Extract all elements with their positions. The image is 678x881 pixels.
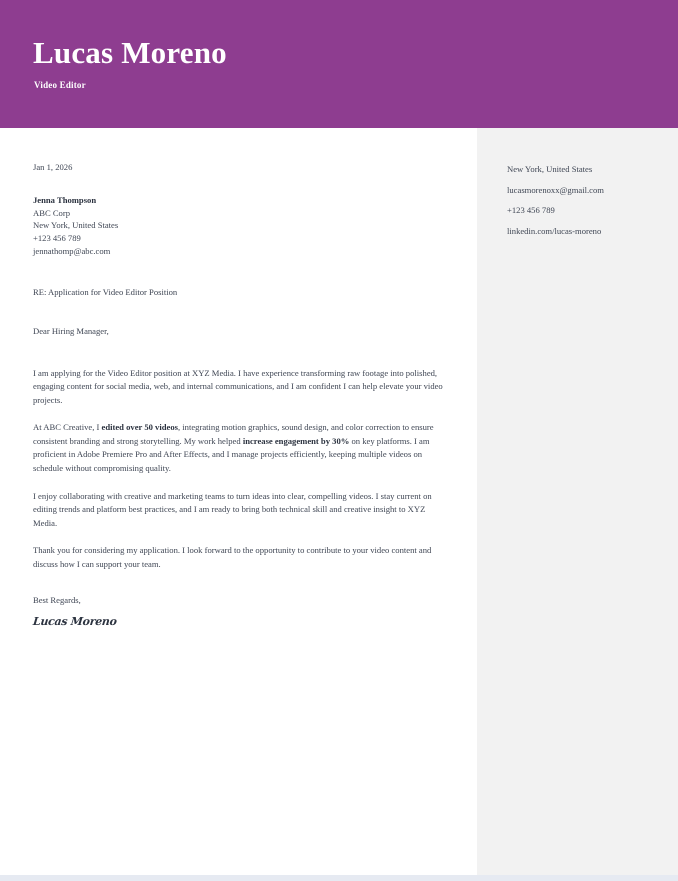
- recipient-company: ABC Corp: [33, 207, 71, 218]
- sidebar-column: [477, 128, 678, 875]
- paragraph-experience: [33, 421, 443, 475]
- recipient-location: New York, United States: [33, 220, 119, 231]
- contact-list: [507, 164, 672, 246]
- document-body: [0, 128, 678, 875]
- applicant-job-title: Video Editor: [34, 80, 86, 90]
- body-text: on key platforms. I am proficient in Adobe Premiere Pro and After Effects, and I manage projects efficiently, keeping multiple videos on schedule without compromising quality.: [33, 435, 430, 474]
- recipient-phone: +123 456 789: [33, 233, 81, 244]
- emphasis-text: edited over 50 videos: [101, 422, 178, 433]
- paragraph-closing-thanks: [33, 544, 443, 571]
- contact-phone: +123 456 789: [507, 205, 555, 216]
- paragraph-collaboration: [33, 490, 443, 531]
- applicant-name: Lucas Moreno: [33, 35, 227, 70]
- body-text: Thank you for considering my application. I look forward to the opportunity to contribute to your video content and discuss how I can support your team.: [33, 545, 432, 569]
- letter-salutation: Dear Hiring Manager,: [33, 325, 109, 336]
- contact-email[interactable]: lucasmorenoxx@gmail.com: [507, 184, 604, 195]
- contact-location: New York, United States: [507, 164, 593, 174]
- recipient-email: jennathomp@abc.com: [33, 245, 111, 256]
- emphasis-text: increase engagement by 30%: [242, 435, 350, 446]
- recipient-block: [33, 194, 443, 258]
- body-text: I am applying for the Video Editor position at XYZ Media. I have experience transforming raw footage into polished, engaging content for social media, web, and internal communications, and I am confident I can help elevate your video projects.: [33, 367, 443, 405]
- body-text: , integrating motion graphics, sound design, and color correction to ensure consistent branding and strong storytelling. My work helped: [33, 422, 434, 446]
- recipient-name: Jenna Thompson: [33, 195, 97, 205]
- letter-body-paragraphs: [33, 367, 443, 572]
- contact-linkedin[interactable]: linkedin.com/lucas-moreno: [507, 225, 602, 236]
- body-text: At ABC Creative, I: [33, 422, 102, 433]
- body-text: I enjoy collaborating with creative and marketing teams to turn ideas into clear, compelling videos. I stay current on editing trends and platform best practices, and I am ready to bring both technical skill and creative insight to XYZ Media.: [33, 490, 432, 528]
- letter-date: Jan 1, 2026: [33, 162, 73, 172]
- signature: Lucas Moreno: [32, 614, 118, 628]
- main-column: [0, 128, 477, 875]
- paragraph-intro: [33, 367, 443, 408]
- letter-closing: Best Regards,: [33, 594, 81, 605]
- letterhead-banner: [0, 0, 678, 128]
- letter-subject: RE: Application for Video Editor Position: [33, 286, 178, 297]
